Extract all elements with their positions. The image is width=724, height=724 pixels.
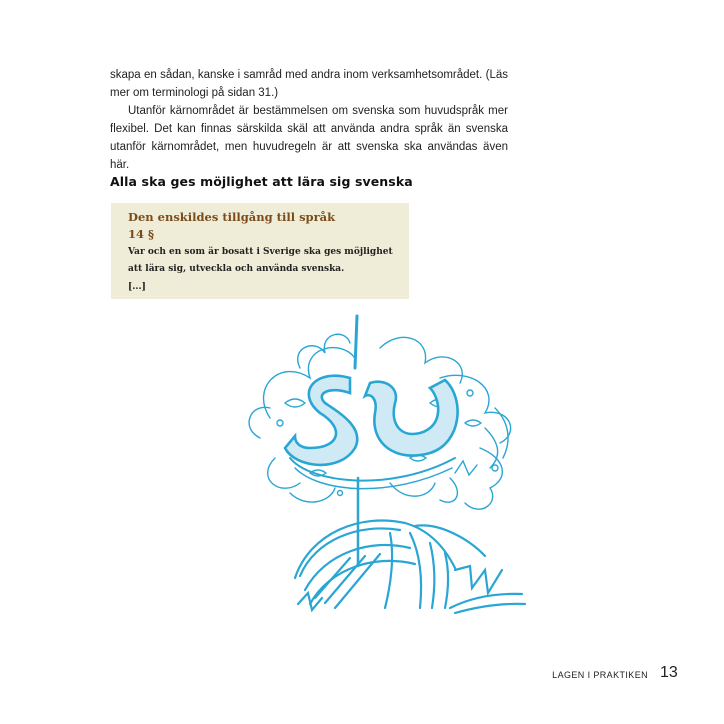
section-heading: Alla ska ges möjlighet att lära sig svenska <box>110 174 413 189</box>
law-text: Var och en som är bosatt i Sverige ska ges möjlighet att lära sig, utveckla och använda svenska. <box>128 247 393 274</box>
paragraph-1: skapa en sådan, kanske i samråd med andra inom verksamhetsområdet. (Läs mer om terminologi på sidan 31.) <box>110 69 508 99</box>
law-title: Den enskildes tillgång till språk <box>128 210 336 224</box>
law-paragraph-number: 14 § <box>128 227 155 241</box>
page-number: 13 <box>660 664 678 681</box>
body-text <box>110 66 508 174</box>
paragraph-2: Utanför kärnområdet är bestämmelsen om svenska som huvudspråk mer flexibel. Det kan finnas särskilda skäl att använda andra språk än svenska utanför kärnområdet, men huvudregeln är att svenska ska användas även här. <box>110 105 508 171</box>
law-quote-box <box>111 203 409 299</box>
ornamental-letter-sv-on-hill-icon <box>240 308 530 628</box>
law-ellipsis: [...] <box>128 282 146 292</box>
footer-section-label: LAGEN I PRAKTIKEN <box>552 670 648 680</box>
